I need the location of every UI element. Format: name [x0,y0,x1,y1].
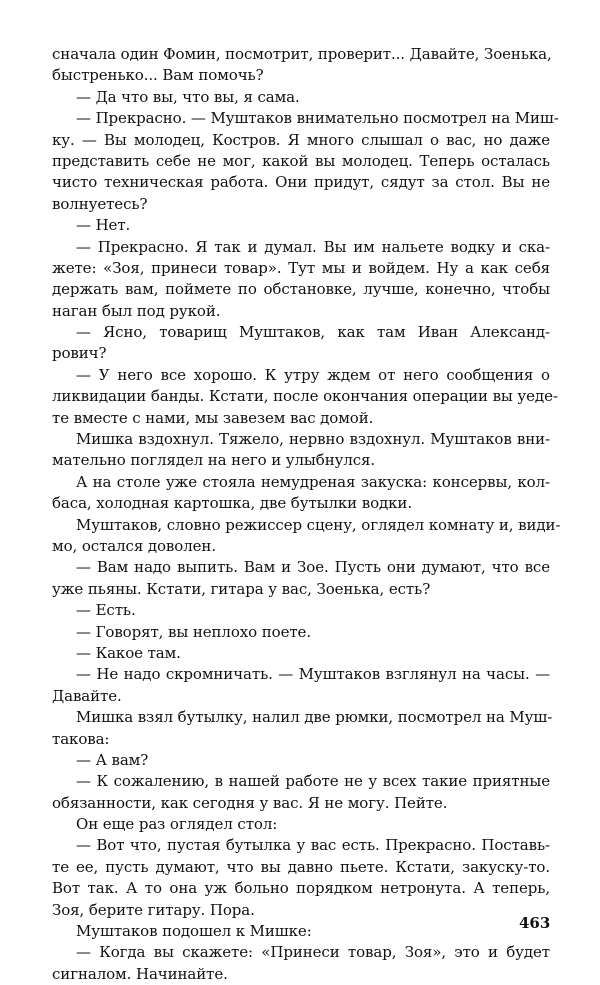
text-line: — Когда вы скажете: «Принеси товар, Зоя», это и будет [76,943,550,962]
text-line: сначала один Фомин, посмотрит, проверит... Давайте, Зоенька, [52,45,552,63]
text-line: Мишка взял бутылку, налил две рюмки, посмотрел на Муш- [76,708,553,727]
text-line: представить себе не мог, какой вы молодец. Теперь осталась [52,151,550,170]
text-line: — Нет. [76,216,131,235]
text-line: — Вам надо выпить. Вам и Зое. Пусть они думают, что все [76,558,550,577]
text-line: наган был под рукой. [52,301,221,320]
text-line: Муштаков подошел к Мишке: [76,922,312,941]
text-line: А на столе уже стояла немудреная закуска: консервы, кол- [76,472,550,491]
text-line: Он еще раз оглядел стол: [76,815,278,834]
text-line: — Говорят, вы неплохо поете. [76,622,311,641]
text-line: Зоя, берите гитару. Пора. [52,900,255,919]
text-line: — У него все хорошо. К утру ждем от него сообщения о [76,365,550,384]
text-line: ликвидации банды. Кстати, после окончания операции вы уеде- [52,387,558,406]
text-line: Мишка вздохнул. Тяжело, нервно вздохнул. Муштаков вни- [76,430,550,449]
text-line: мо, остался доволен. [52,536,216,555]
text-body [52,44,561,985]
text-line: — Вот что, пустая бутылка у вас есть. Прекрасно. Поставь- [76,836,550,855]
text-line: — Ясно, товарищ Муштаков, как там Иван Александ- [76,323,550,342]
text-line: волнуетесь? [52,194,148,213]
text-line: Давайте. [52,686,122,705]
text-line: сигналом. Начинайте. [52,964,228,983]
text-line: быстренько... Вам помочь? [52,66,264,85]
text-line: те вместе с нами, мы завезем вас домой. [52,408,374,427]
text-line: рович? [52,344,107,363]
text-line: — А вам? [76,750,149,769]
text-line: мательно поглядел на него и улыбнулся. [52,451,376,470]
text-line: баса, холодная картошка, две бутылки водки. [52,494,412,513]
text-line: — Какое там. [76,643,181,662]
text-line: — Не надо скромничать. — Муштаков взглянул на часы. — [76,665,550,684]
text-line: такова: [52,729,110,748]
text-line: — Прекрасно. — Муштаков внимательно посмотрел на Миш- [76,109,559,128]
text-line: ку. — Вы молодец, Костров. Я много слышал о вас, но даже [52,130,550,149]
text-line: те ее, пусть думают, что вы давно пьете. Кстати, закуску-то. [52,857,550,876]
page-number: 463 [519,914,551,932]
text-line: Вот так. А то она уж больно порядком нетронута. А теперь, [52,879,550,898]
text-line: держать вам, поймете по обстановке, лучше, конечно, чтобы [52,280,550,299]
text-line: — К сожалению, в нашей работе не у всех такие приятные [76,772,550,791]
text-line: Муштаков, словно режиссер сцену, оглядел комнату и, види- [76,515,561,534]
text-line: — Есть. [76,601,136,620]
text-line: чисто техническая работа. Они придут, сядут за стол. Вы не [52,173,550,192]
text-line: обязанности, как сегодня у вас. Я не могу. Пейте. [52,793,448,812]
text-line: жете: «Зоя, принеси товар». Тут мы и войдем. Ну а как себя [52,258,550,277]
text-line: — Прекрасно. Я так и думал. Вы им нальете водку и ска- [76,237,550,256]
text-line: — Да что вы, что вы, я сама. [76,87,300,106]
text-line: уже пьяны. Кстати, гитара у вас, Зоенька, есть? [52,579,431,598]
